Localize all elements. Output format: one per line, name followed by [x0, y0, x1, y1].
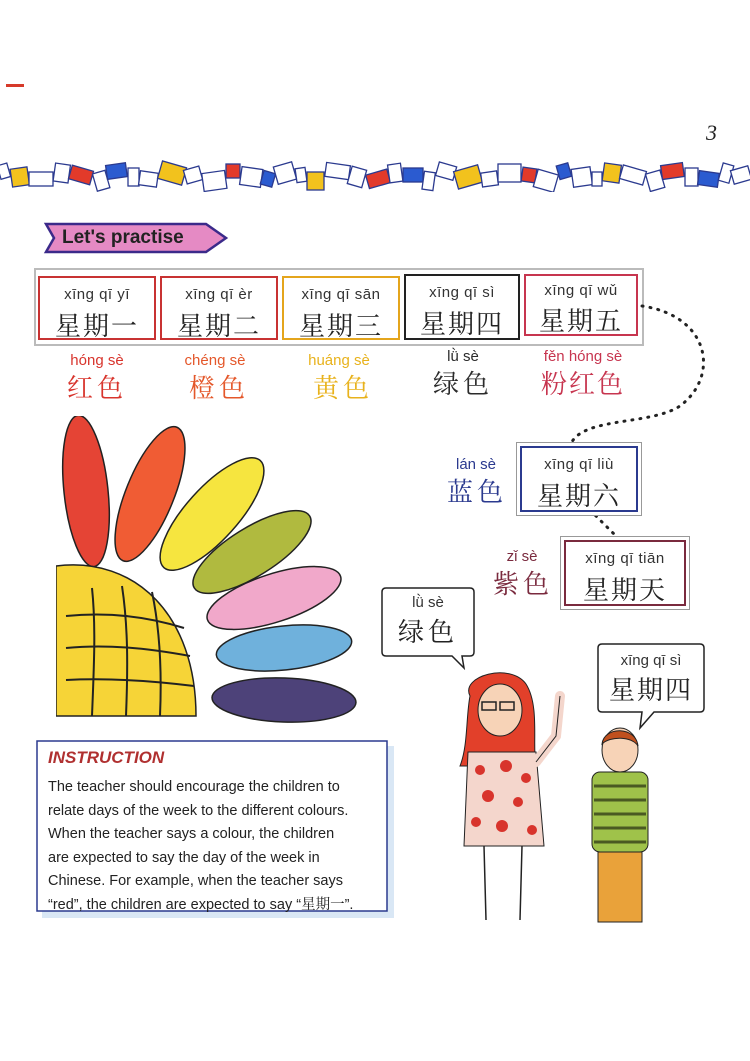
- day-card-wednesday: [282, 276, 400, 340]
- strip-tile: [685, 168, 698, 186]
- color-hanzi-green: 绿色: [432, 370, 493, 400]
- strip-tile: [533, 169, 558, 192]
- strip-tile: [366, 169, 391, 189]
- strip-tile: [325, 162, 351, 179]
- day-card-tuesday: [160, 276, 278, 340]
- strip-tile: [53, 163, 70, 183]
- dotted-connector: [560, 296, 720, 556]
- bubble-pinyin: lǜ sè: [412, 594, 444, 611]
- instruction-line: “red”, the children are expected to say “星期一”.: [48, 896, 354, 913]
- strip-tile: [454, 165, 483, 189]
- color-pinyin-purple: zǐ sè: [506, 548, 538, 565]
- section-title: Let's practise: [62, 227, 184, 248]
- day-hanzi: 星期二: [176, 312, 261, 342]
- day-card-saturday: [520, 446, 638, 512]
- strip-tile: [202, 170, 227, 191]
- strip-tile: [10, 167, 29, 187]
- color-pinyin-green: lǜ sè: [447, 348, 479, 365]
- day-card-sunday: [564, 540, 686, 606]
- strip-tile: [661, 163, 685, 180]
- day-hanzi: 星期一: [54, 312, 139, 342]
- day-pinyin: xīng qī sì: [429, 284, 495, 301]
- color-hanzi-red: 红色: [66, 374, 127, 404]
- day-pinyin: xīng qī èr: [185, 286, 253, 303]
- strip-tile: [128, 168, 139, 186]
- strip-tile: [240, 167, 263, 188]
- strip-tile: [571, 167, 592, 187]
- red-petal: [56, 416, 116, 569]
- strip-tile: [29, 172, 53, 186]
- strip-tile: [68, 165, 93, 185]
- bubble-pinyin: xīng qī sì: [620, 652, 682, 669]
- color-pinyin-pink: fěn hóng sè: [543, 348, 623, 365]
- color-hanzi-purple: 紫色: [492, 570, 553, 600]
- color-hanzi-orange: 橙色: [188, 374, 249, 404]
- instruction-line: Chinese. For example, when the teacher says: [48, 873, 343, 889]
- day-pinyin: xīng qī wǔ: [544, 282, 618, 299]
- instruction-text: [48, 776, 388, 917]
- bubble-hanzi: 星期四: [608, 676, 693, 706]
- strip-tile: [226, 164, 240, 178]
- instruction-line: are expected to say the day of the week in: [48, 849, 320, 866]
- strip-tile: [422, 171, 435, 190]
- page-number: 3: [706, 120, 717, 145]
- day-hanzi: 星期五: [538, 307, 623, 337]
- strip-tile: [602, 163, 621, 183]
- color-pinyin-yellow: huáng sè: [308, 352, 370, 369]
- color-hanzi-yellow: 黄色: [312, 374, 373, 404]
- strip-tile: [481, 171, 499, 187]
- instruction-line: The teacher should encourage the children to: [48, 779, 340, 795]
- strip-tile: [295, 167, 307, 182]
- color-hanzi-pink: 粉红色: [540, 370, 625, 400]
- day-pinyin: xīng qī sān: [301, 286, 381, 303]
- strip-tile: [0, 163, 11, 179]
- color-pinyin-red: hóng sè: [70, 352, 124, 369]
- day-pinyin: xīng qī tiān: [585, 550, 665, 567]
- decorative-border-strip: [0, 158, 750, 192]
- day-hanzi: 星期三: [298, 312, 383, 342]
- purple-petal: [211, 676, 356, 725]
- day-pinyin: xīng qī yī: [64, 286, 130, 303]
- day-pinyin: xīng qī liù: [544, 456, 614, 473]
- day-card-thursday: [404, 274, 520, 340]
- instruction-line: relate days of the week to the different colours.: [48, 802, 349, 819]
- bubble-hanzi: 绿色: [397, 618, 458, 648]
- color-fan-illustration: [56, 416, 366, 736]
- strip-tile: [388, 163, 403, 183]
- strip-tile: [139, 171, 159, 187]
- color-pinyin-blue: lán sè: [455, 456, 497, 473]
- day-hanzi: 星期四: [419, 310, 504, 340]
- strip-tile: [106, 163, 128, 180]
- teacher-illustration: [440, 666, 580, 926]
- instruction-title: INSTRUCTION: [48, 748, 165, 767]
- strip-tile: [403, 168, 423, 182]
- day-card-monday: [38, 276, 156, 340]
- strip-tile: [592, 172, 602, 186]
- strip-tile: [273, 162, 296, 185]
- day-hanzi: 星期六: [536, 482, 621, 512]
- color-pinyin-orange: chéng sè: [184, 352, 246, 369]
- strip-tile: [307, 172, 324, 190]
- strip-tile: [158, 161, 187, 185]
- strip-tile: [698, 171, 720, 188]
- child-illustration: [584, 726, 654, 926]
- corner-mark: [6, 84, 24, 87]
- strip-tile: [620, 165, 647, 185]
- color-hanzi-blue: 蓝色: [446, 478, 507, 508]
- strip-tile: [498, 164, 521, 182]
- day-hanzi: 星期天: [582, 576, 667, 606]
- instruction-line: When the teacher says a colour, the children: [48, 826, 335, 842]
